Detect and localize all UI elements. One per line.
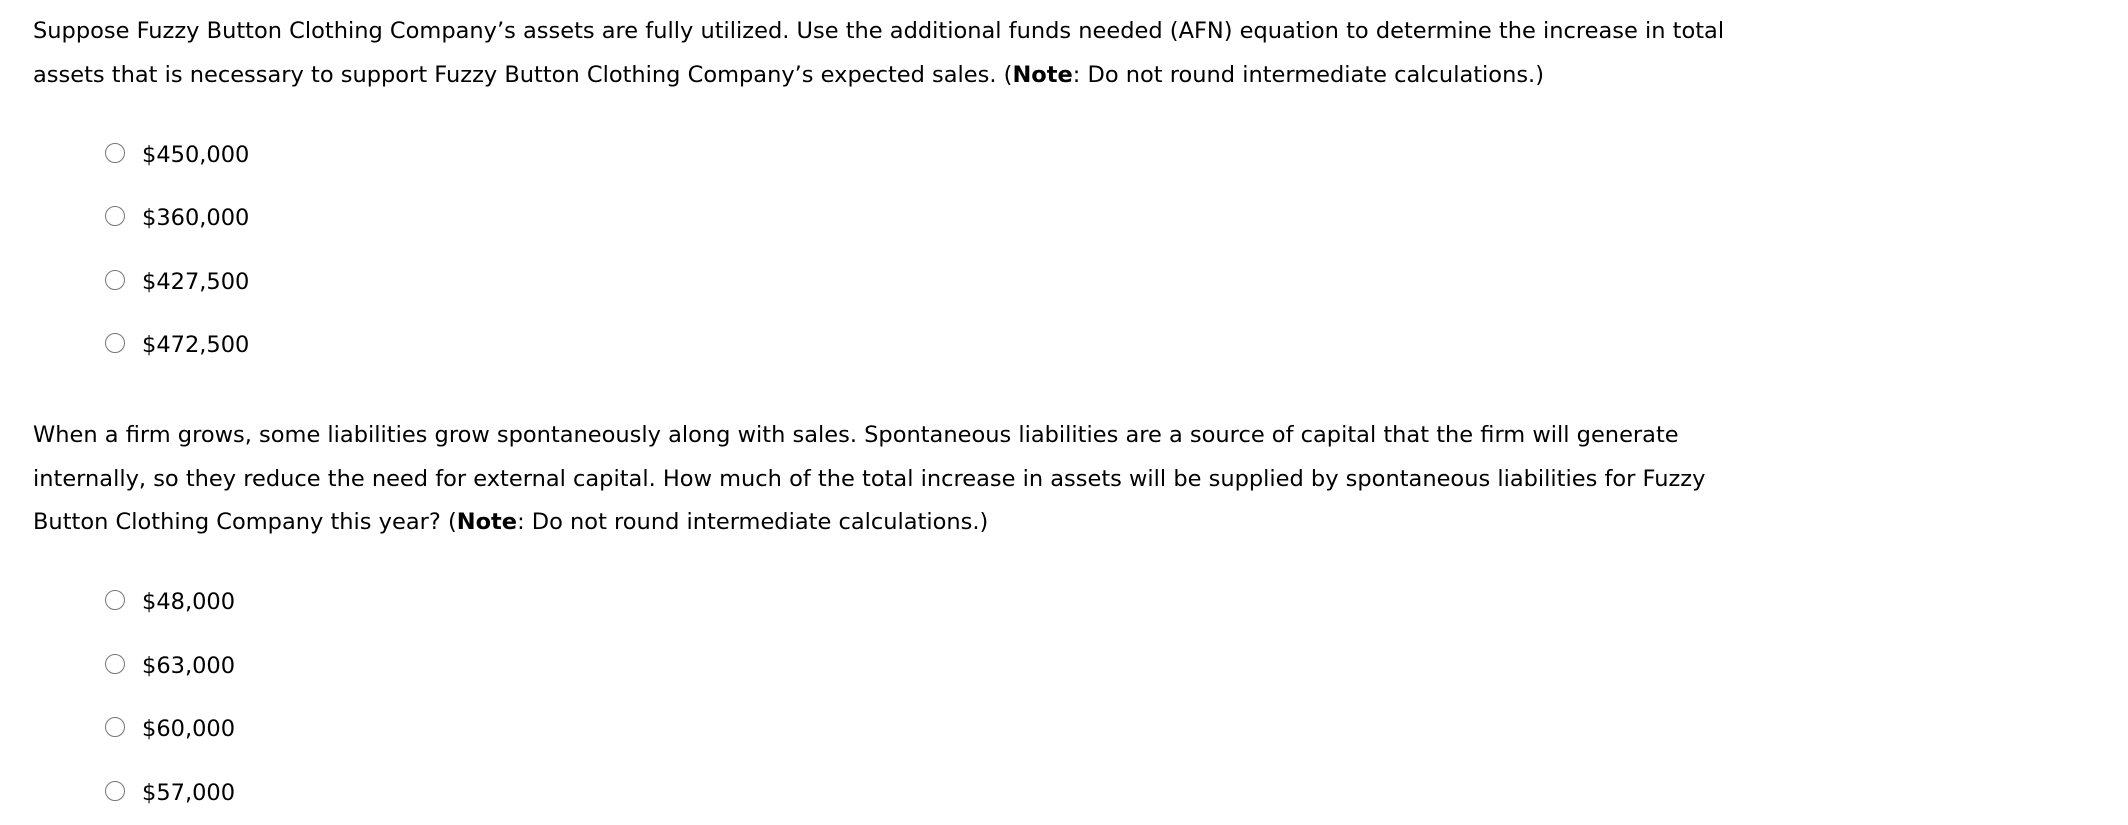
question-2-text-before: When a firm grows, some liabilities grow spontaneously along with sales. Spontaneous liabilities are a source of capital that the firm will generate internally, so they reduce the need for external capital. How much of the total increase in assets will be supplied by spontaneous liabilities for Fuzzy Button Clothing Company this year? (	[33, 422, 1706, 535]
option-label: $63,000	[142, 652, 236, 679]
question-2-text	[33, 414, 1753, 545]
radio-button[interactable]	[105, 717, 125, 737]
radio-button[interactable]	[105, 143, 125, 163]
question-1-text-after: : Do not round intermediate calculations.)	[1072, 61, 1544, 88]
question-2-option-3[interactable]	[33, 698, 1753, 762]
question-2	[33, 414, 1753, 825]
question-1	[33, 10, 1753, 377]
option-label: $60,000	[142, 716, 236, 743]
question-2-option-2[interactable]	[33, 634, 1753, 698]
option-label: $360,000	[142, 205, 250, 232]
option-label: $48,000	[142, 589, 236, 616]
question-2-option-1[interactable]	[33, 571, 1753, 635]
question-1-option-2[interactable]	[33, 187, 1753, 251]
radio-button[interactable]	[105, 781, 125, 801]
question-2-option-4[interactable]	[33, 761, 1753, 825]
question-2-options	[33, 571, 1753, 825]
radio-button[interactable]	[105, 270, 125, 290]
question-1-note-label: Note	[1012, 61, 1073, 88]
question-1-options	[33, 123, 1753, 377]
radio-button[interactable]	[105, 590, 125, 610]
question-2-text-after: : Do not round intermediate calculations.)	[517, 509, 989, 535]
option-label: $472,500	[142, 332, 250, 359]
option-label: $57,000	[142, 779, 236, 806]
option-label: $427,500	[142, 268, 250, 295]
radio-button[interactable]	[105, 333, 125, 353]
option-label: $450,000	[142, 141, 250, 168]
question-1-option-3[interactable]	[33, 250, 1753, 314]
question-1-option-1[interactable]	[33, 123, 1753, 187]
question-2-note-label: Note	[456, 509, 518, 535]
question-1-text	[33, 10, 1753, 97]
radio-button[interactable]	[105, 654, 125, 674]
radio-button[interactable]	[105, 206, 125, 226]
question-1-text-before: Suppose Fuzzy Button Clothing Company’s assets are fully utilized. Use the additional funds needed (AFN) equation to determine the increase in total assets that is necessary to support Fuzzy Button Clothing Company’s expected sales. (	[33, 18, 1725, 88]
question-1-option-4[interactable]	[33, 314, 1753, 378]
